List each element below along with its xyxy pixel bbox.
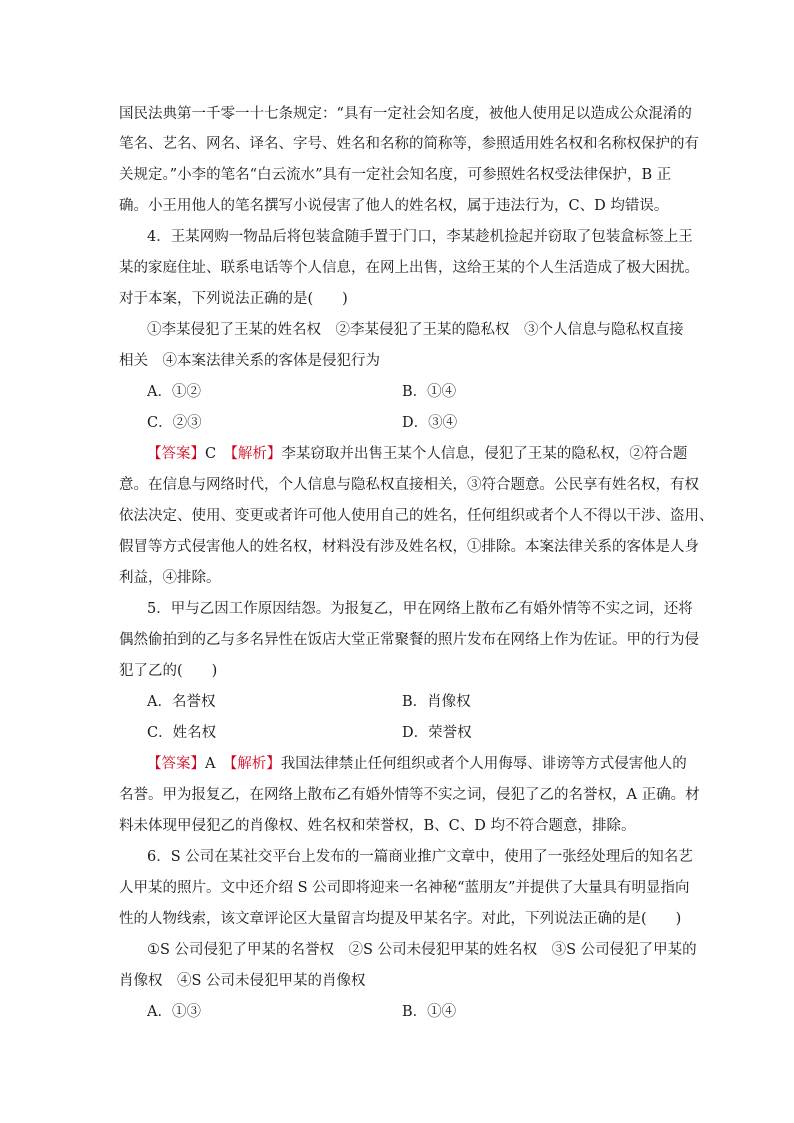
q4-option-d: D．③④ xyxy=(402,415,458,431)
q4-analysis-line: 意。在信息与网络时代，个人信息与隐私权直接相关，③符合题意。公民享有姓名权，有权 xyxy=(119,477,699,493)
analysis-text: 我国法律禁止任何组织或者个人用侮辱、诽谤等方式侵害他人的 xyxy=(280,756,687,772)
analysis-tag: 【解析】 xyxy=(229,756,281,772)
q6-stem-line: 6．S 公司在某社交平台上发布的一篇商业推广文章中，使用了一张经处理后的知名艺 xyxy=(147,849,693,865)
analysis-tag: 【解析】 xyxy=(230,446,282,462)
answer-value: C xyxy=(205,446,217,462)
q6-stem-line: 人甲某的照片。文中还介绍 S 公司即将迎来一名神秘“蓝朋友”并提供了大量具有明显指向 xyxy=(119,880,690,896)
answer-value: A xyxy=(205,756,216,772)
answer-tag: 【答案】 xyxy=(147,756,205,772)
q5-stem-line: 犯了乙的( ) xyxy=(119,663,218,679)
prev-explanation-line: 确。小王用他人的笔名撰写小说侵害了他人的姓名权，属于违法行为，C、D 均错误。 xyxy=(119,198,669,214)
q4-answer-line xyxy=(147,444,687,464)
q4-statement-line: ①李某侵犯了王某的姓名权 ②李某侵犯了王某的隐私权 ③个人信息与隐私权直接 xyxy=(147,322,684,338)
prev-explanation-line: 笔名、艺名、网名、译名、字号、姓名和名称的简称等，参照适用姓名权和名称权保护的有 xyxy=(119,136,699,152)
q4-option-b: B．①④ xyxy=(402,384,457,400)
q4-option-a: A．①② xyxy=(147,384,201,400)
q5-analysis-line: 名誉。甲为报复乙，在网络上散布乙有婚外情等不实之词，侵犯了乙的名誉权，A 正确。材 xyxy=(119,787,700,803)
q5-option-c: C．姓名权 xyxy=(147,725,217,741)
q5-analysis-line: 料未体现甲侵犯乙的肖像权、姓名权和荣誉权，B、C、D 均不符合题意，排除。 xyxy=(119,818,636,834)
analysis-text: 李某窃取并出售王某个人信息，侵犯了王某的隐私权，②符合题 xyxy=(281,446,688,462)
prev-explanation-line: 国民法典第一千零一十七条规定：“具有一定社会知名度，被他人使用足以造成公众混淆的 xyxy=(119,106,692,122)
answer-tag: 【答案】 xyxy=(147,446,205,462)
q4-stem-line: 4．王某网购一物品后将包装盒随手置于门口，李某趁机捡起并窃取了包装盒标签上王 xyxy=(147,229,693,245)
q5-option-b: B．肖像权 xyxy=(402,694,471,710)
q4-analysis-line: 依法决定、使用、变更或者许可他人使用自己的姓名，任何组织或者个人不得以干涉、盗用、 xyxy=(119,508,714,524)
q4-analysis-line: 利益，④排除。 xyxy=(119,570,221,586)
q6-stem-line: 性的人物线索，该文章评论区大量留言均提及甲某名字。对此，下列说法正确的是( ) xyxy=(119,911,682,927)
q6-option-b: B．①④ xyxy=(402,1004,457,1020)
q4-option-c: C．②③ xyxy=(147,415,202,431)
q6-option-a: A．①③ xyxy=(147,1004,201,1020)
q5-stem-line: 5．甲与乙因工作原因结怨。为报复乙，甲在网络上散布乙有婚外情等不实之词，还将 xyxy=(147,601,693,617)
q5-stem-line: 偶然偷拍到的乙与多名异性在饭店大堂正常聚餐的照片发布在网络上作为佐证。甲的行为侵 xyxy=(119,632,699,648)
q4-analysis-line: 假冒等方式侵害他人的姓名权，材料没有涉及姓名权，①排除。本案法律关系的客体是人身 xyxy=(119,539,699,555)
q5-option-a: A．名誉权 xyxy=(147,694,216,710)
q4-statement-line: 相关 ④本案法律关系的客体是侵犯行为 xyxy=(119,353,380,369)
q6-statement-line: 肖像权 ④S 公司未侵犯甲某的肖像权 xyxy=(119,973,366,989)
q5-answer-line xyxy=(147,754,687,774)
q4-stem-line: 某的家庭住址、联系电话等个人信息，在网上出售，这给王某的个人生活造成了极大困扰。 xyxy=(119,260,699,276)
prev-explanation-line: 关规定。”小李的笔名“白云流水”具有一定社会知名度，可参照姓名权受法律保护，B 正 xyxy=(119,167,672,183)
q6-statement-line: ①S 公司侵犯了甲某的名誉权 ②S 公司未侵犯甲某的姓名权 ③S 公司侵犯了甲某的 xyxy=(147,942,697,958)
q5-option-d: D．荣誉权 xyxy=(402,725,472,741)
q4-stem-line: 对于本案，下列说法正确的是( ) xyxy=(119,291,348,307)
